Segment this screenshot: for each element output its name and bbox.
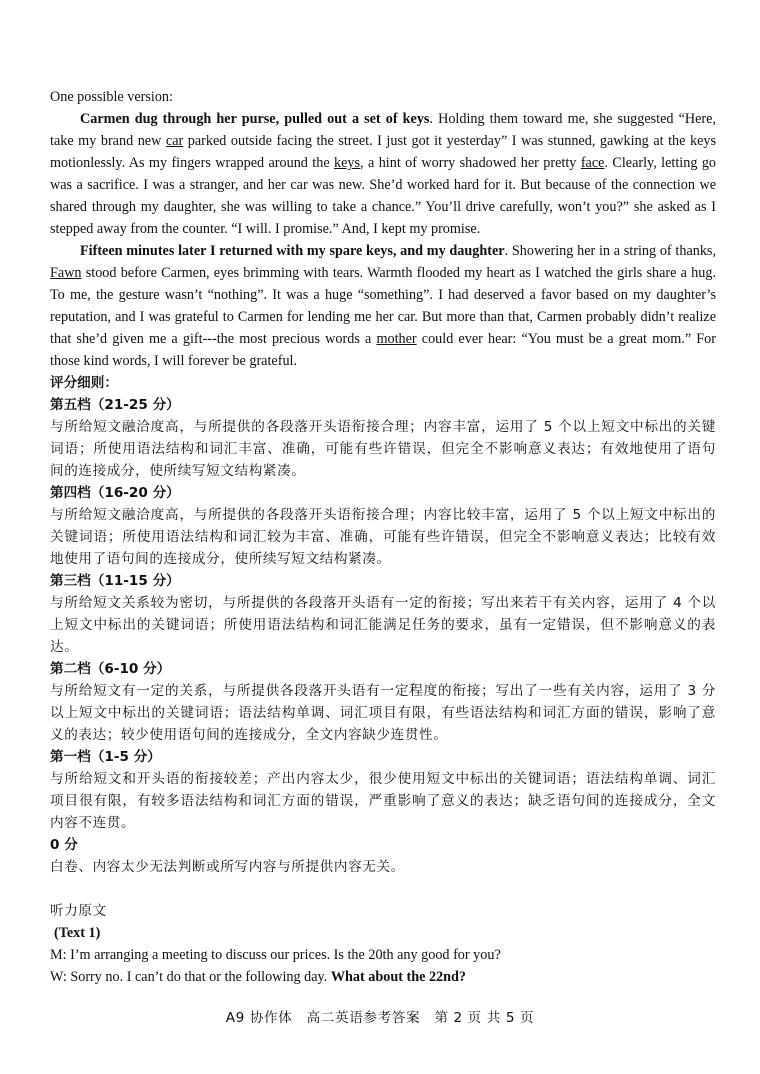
- keyword-car: car: [165, 133, 184, 149]
- keyword-keys: keys: [334, 155, 361, 171]
- keyword-fawn: Fawn: [50, 265, 82, 281]
- tier-description: 与所给短文和开头语的衔接较差；产出内容太少，很少使用短文中标出的关键词语；语法结构单调、词汇项目很有限，有较多语法结构和词汇方面的错误，严重影响了意义的表达；缺乏语句间的连接成分，全文内容不连贯。: [50, 771, 716, 831]
- tier-description: 与所给短文融洽度高，与所提供的各段落开头语衔接合理；内容丰富，运用了 5 个以上短文中标出的关键词语；所使用语法结构和词汇丰富、准确，可能有些许错误，但完全不影响意义表达；有效地使用了语句间的连接成分，使所续写短文结构紧凑。: [50, 419, 716, 479]
- text-label: (Text 1): [54, 925, 101, 941]
- paragraph-1-text: , a hint of worry shadowed her pretty: [360, 155, 581, 171]
- intro-text: One possible version:: [50, 89, 173, 105]
- dialogue-text: W: Sorry no. I can’t do that or the following day.: [50, 969, 331, 985]
- paragraph-2-text: . Showering her in a string of thanks,: [504, 243, 716, 259]
- paragraph-1-text: parked outside facing the street. I just got it yesterday” I was stunned, gawking at the keys motionlessly. As my fingers wrapped around the: [50, 133, 717, 171]
- tier-heading: 第二档（6-10 分）: [50, 661, 171, 677]
- paragraph-2-lead: Fifteen minutes later I returned with my spare keys, and my daughter: [80, 243, 505, 259]
- document-body: [50, 86, 716, 988]
- tier-description: 与所给短文关系较为密切，与所提供的各段落开头语有一定的衔接；写出来若干有关内容，运用了 4 个以上短文中标出的关键词语；所使用语法结构和词汇能满足任务的要求，虽有一定错误，但不影响意义的表达。: [50, 595, 716, 655]
- tier-heading: 第四档（16-20 分）: [50, 485, 180, 501]
- dialogue-line: M: I’m arranging a meeting to discuss our prices. Is the 20th any good for you?: [50, 947, 501, 963]
- listening-title: 听力原文: [50, 903, 107, 919]
- tier-heading: 第一档（1-5 分）: [50, 749, 161, 765]
- spacer: [50, 878, 716, 900]
- paragraph-1: [50, 108, 716, 240]
- tier-heading: 第三档（11-15 分）: [50, 573, 180, 589]
- dialogue-bold-text: What about the 22nd?: [330, 969, 467, 985]
- tier-heading: 0 分: [50, 837, 78, 853]
- paragraph-1-lead: Carmen dug through her purse, pulled out a set of keys: [80, 111, 430, 127]
- keyword-face: face: [580, 155, 605, 171]
- dialogue-line: [50, 966, 716, 988]
- paragraph-1-text: . Clearly, letting go was a sacrifice. I was a stranger, and her car was new. She’d worked hard for it. But because of the connection we shared through my daughter, she was willing to take a chance.” You’ll drive carefully, won’t you?” she asked as I stepped away from the counter. “I will. I promise.” And, I kept my promise.: [50, 155, 717, 237]
- tier-description: 白卷、内容太少无法判断或所写内容与所提供内容无关。: [50, 859, 405, 875]
- paragraph-1-text: . Holding them toward me, she suggested “Here, take my brand new: [50, 111, 716, 149]
- page-footer: A9 协作体 高二英语参考答案 第 2 页 共 5 页: [225, 1010, 535, 1026]
- keyword-mother: mother: [376, 331, 417, 347]
- paragraph-2: [50, 240, 716, 372]
- tier-description: 与所给短文有一定的关系，与所提供各段落开头语有一定程度的衔接；写出了一些有关内容，运用了 3 分以上短文中标出的关键词语；语法结构单调、词汇项目有限，有些语法结构和词汇方面的错误，影响了意义的表达；较少使用语句间的连接成分，全文内容缺少连贯性。: [50, 683, 716, 743]
- paragraph-2-text: stood before Carmen, eyes brimming with tears. Warmth flooded my heart as I watched the girls share a hug. To me, the gesture wasn’t “nothing”. It was a huge “something”. I had deserved a favor based on my daughter’s reputation, and I was grateful to Carmen for lending me her car. But more than that, Carmen probably didn’t realize that she’d given me a gift---the most precious words a: [50, 265, 716, 347]
- tier-heading: 第五档（21-25 分）: [50, 397, 180, 413]
- paragraph-2-text: could ever hear: “You must be a great mom.” For those kind words, I will forever be grateful.: [50, 331, 717, 369]
- tier-description: 与所给短文融洽度高，与所提供的各段落开头语衔接合理；内容比较丰富，运用了 5 个以上短文中标出的关键词语；所使用语法结构和词汇较为丰富、准确，可能有些许错误，但完全不影响意义表达；比较有效地使用了语句间的连接成分，使所续写短文结构紧凑。: [50, 507, 716, 567]
- rubric-title: 评分细则：: [50, 375, 118, 391]
